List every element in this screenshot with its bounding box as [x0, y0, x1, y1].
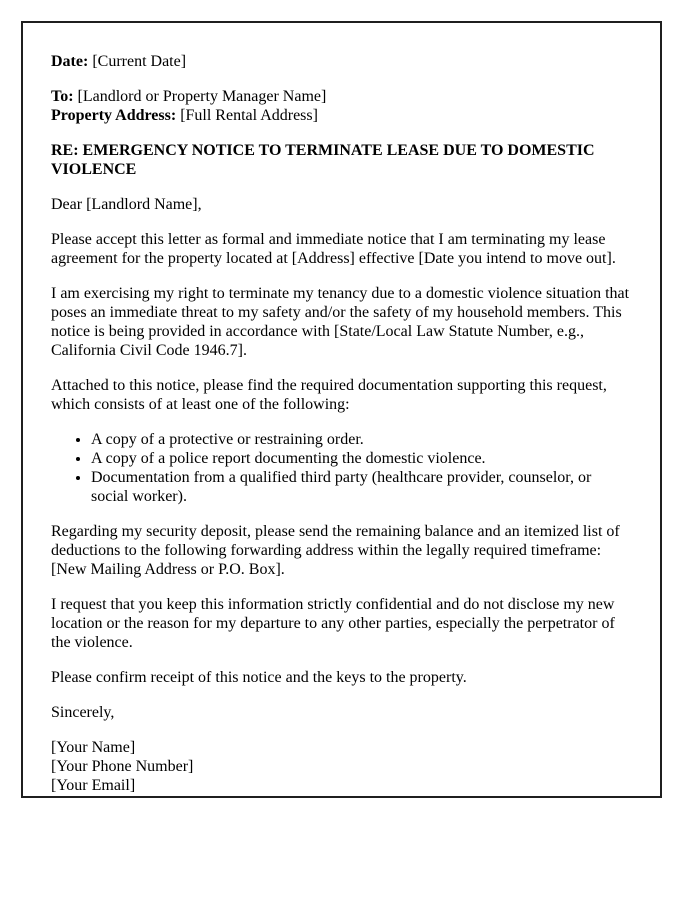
documentation-list [51, 430, 632, 506]
date-label: Date: [51, 53, 89, 70]
list-item: • A copy of a police report documenting the domestic violence. [91, 449, 632, 468]
paragraph-confirm-receipt: Please confirm receipt of this notice and the keys to the property. [51, 669, 467, 686]
date-value: [Current Date] [88, 53, 187, 70]
salutation: Dear [Landlord Name], [51, 196, 202, 213]
signature-phone: [Your Phone Number] [51, 758, 194, 775]
paragraph-confidentiality: I request that you keep this information strictly confidential and do not disclose my new location or the reason for my departure to any other parties, especially the perpetrator of the violence. [51, 596, 615, 651]
property-address-value: [Full Rental Address] [176, 107, 318, 124]
paragraph-security-deposit: Regarding my security deposit, please send the remaining balance and an itemized list of deductions to the following forwarding address within the legally required timeframe: [New Mailing Address or P.O. Box]. [51, 523, 620, 578]
signature-name: [Your Name] [51, 739, 136, 756]
paragraph-legal-basis: I am exercising my right to terminate my tenancy due to a domestic violence situation that poses an immediate threat to my safety and/or the safety of my household members. This notice is being provided in accordance with [State/Local Law Statute Number, e.g., California Civil Code 1946.7]. [51, 285, 630, 359]
signature-block [51, 738, 632, 795]
date-line [51, 52, 632, 71]
list-item: • Documentation from a qualified third party (healthcare provider, counselor, or social worker). [91, 468, 632, 506]
recipient-block [51, 87, 632, 125]
paragraph-notice: Please accept this letter as formal and immediate notice that I am terminating my lease agreement for the property located at [Address] effective [Date you intend to move out]. [51, 231, 616, 267]
letter-document [21, 21, 662, 798]
list-item: • A copy of a protective or restraining order. [91, 430, 632, 449]
paragraph-documentation-intro: Attached to this notice, please find the required documentation supporting this request, which consists of at least one of the following: [51, 377, 607, 413]
to-value: [Landlord or Property Manager Name] [73, 88, 327, 105]
closing: Sincerely, [51, 704, 115, 721]
subject-line: RE: EMERGENCY NOTICE TO TERMINATE LEASE DUE TO DOMESTIC VIOLENCE [51, 142, 595, 178]
signature-email: [Your Email] [51, 777, 136, 794]
property-address-label: Property Address: [51, 107, 177, 124]
to-label: To: [51, 88, 74, 105]
